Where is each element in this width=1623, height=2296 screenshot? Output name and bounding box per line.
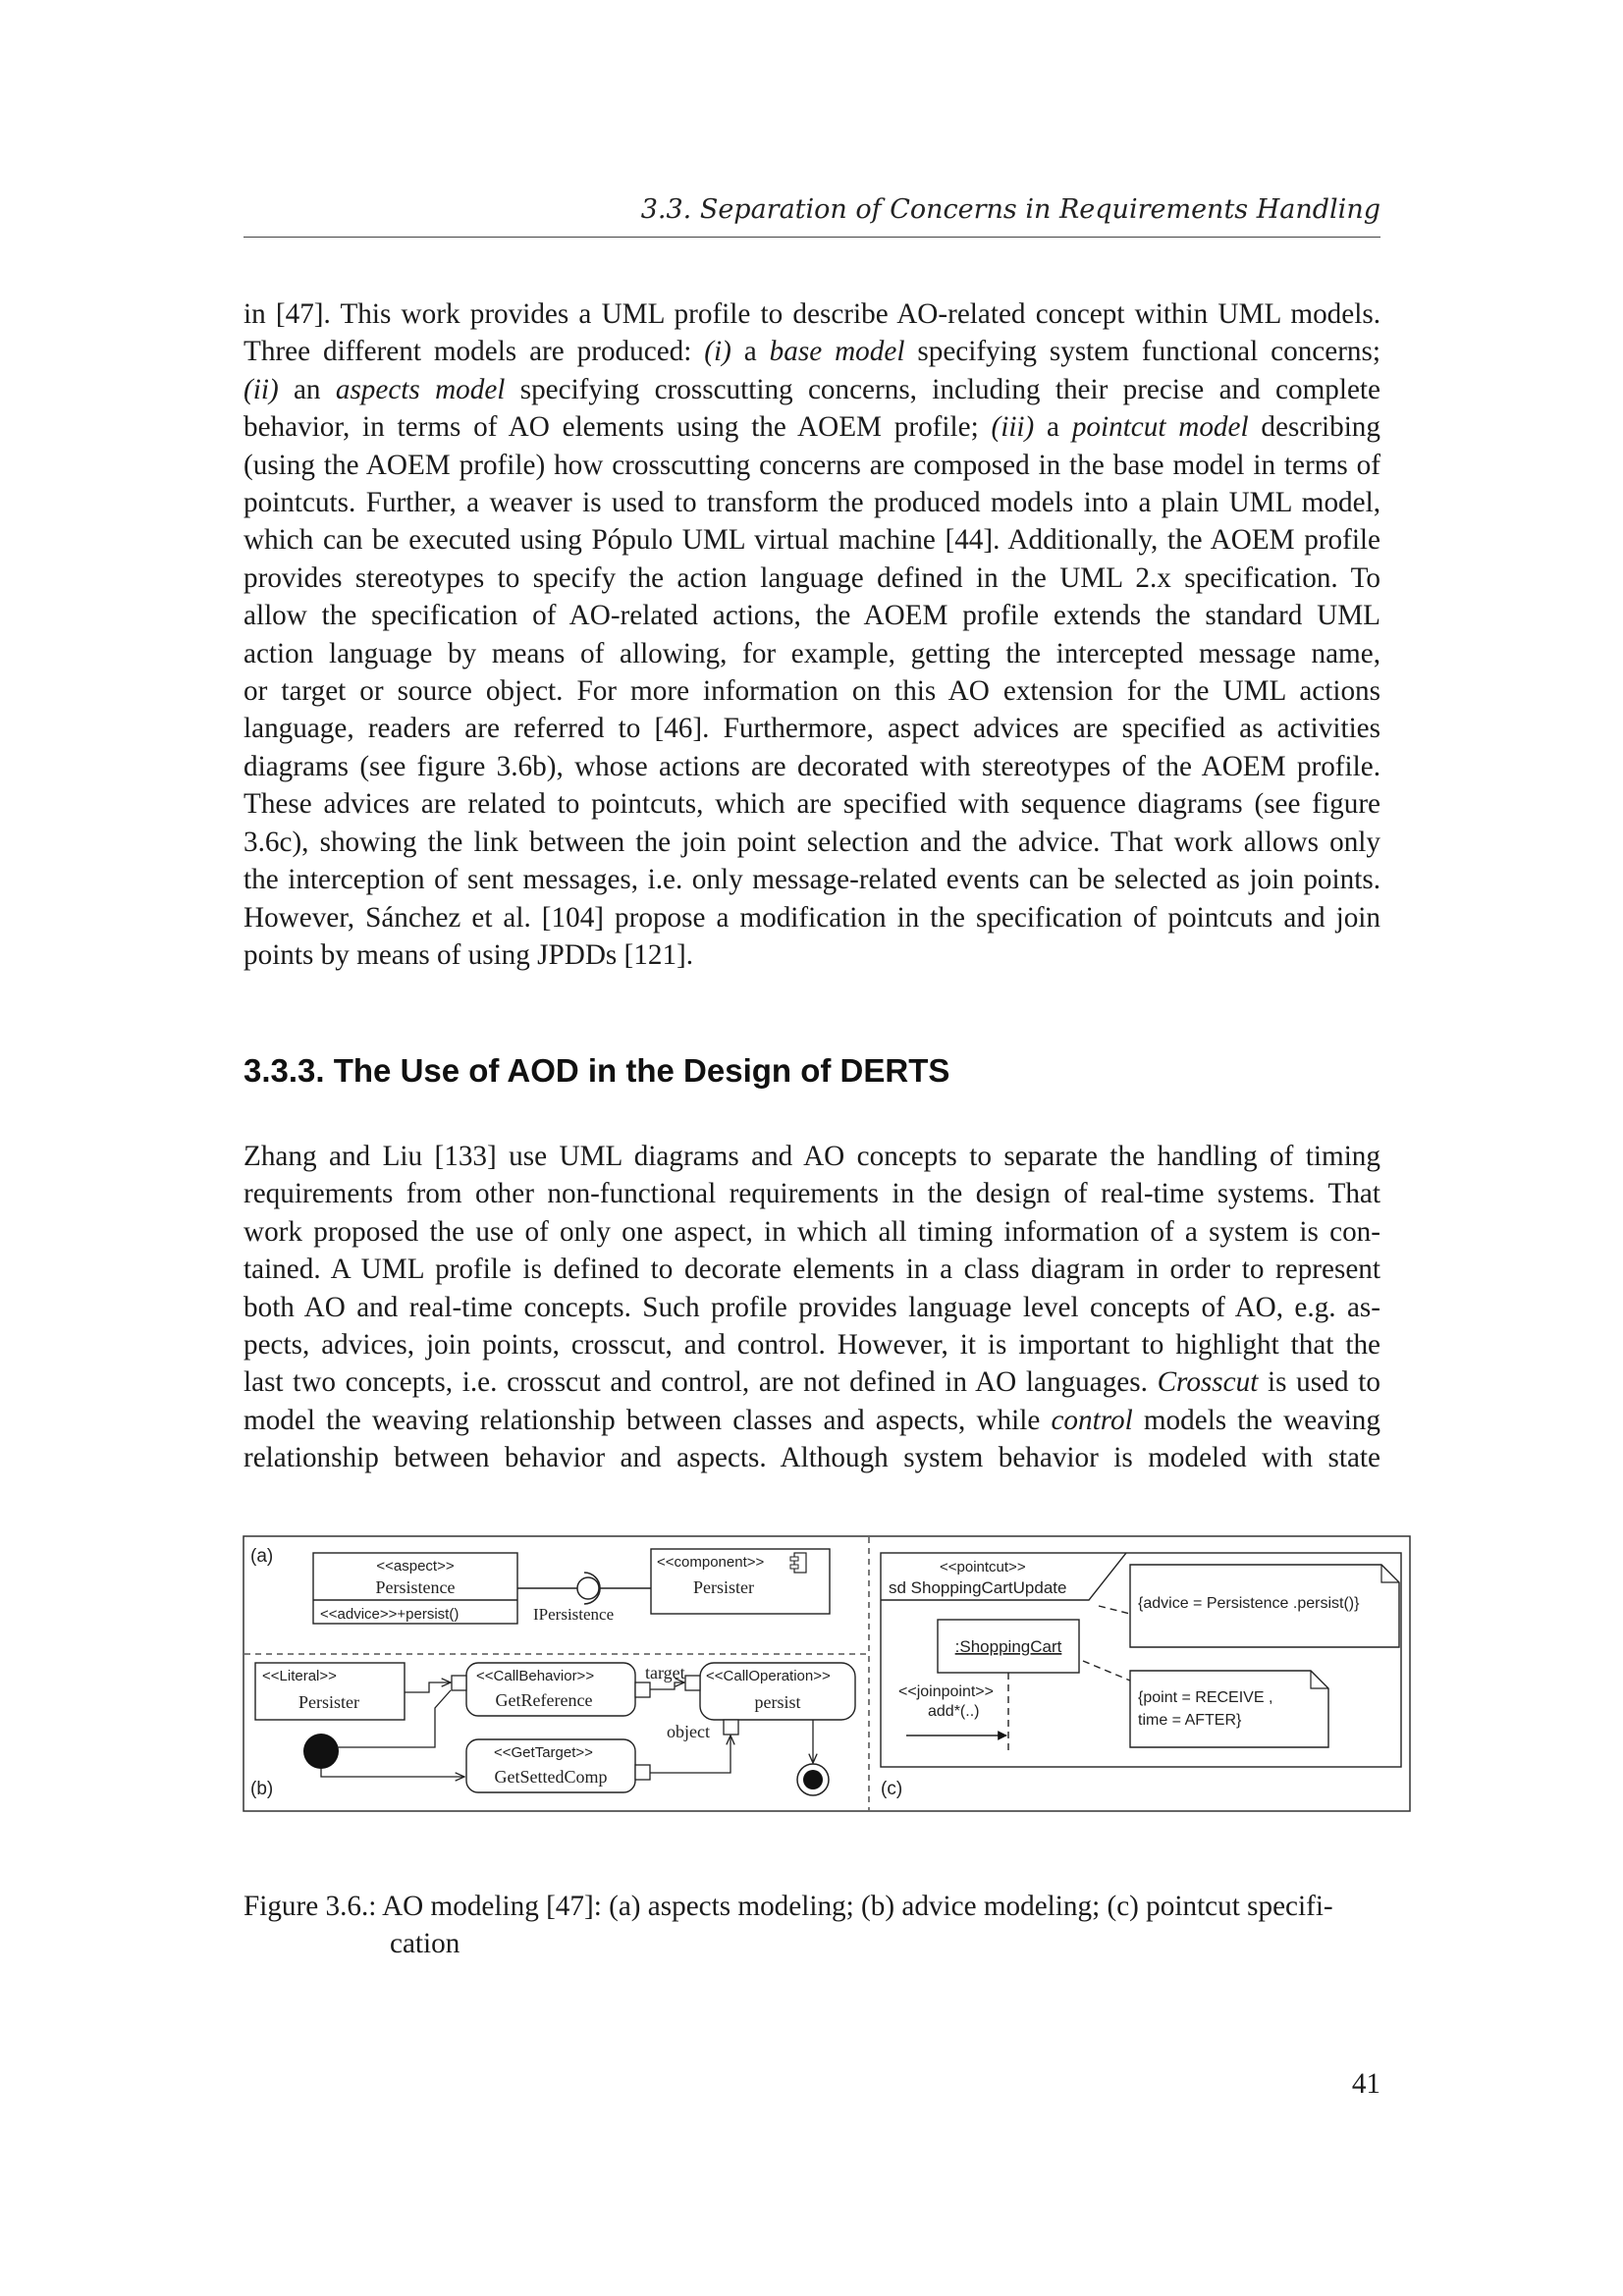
caption-text: AO modeling [47]: (a) aspects modeling; (b) advice modeling; (c) pointcut specifi- — [382, 1891, 1333, 1922]
text-line: model the weaving relationship between classes and aspects, while control models the weaving — [243, 1404, 1380, 1436]
text-line: language, readers are referred to [46]. Furthermore, aspect advices are specified as activities — [243, 713, 1380, 745]
emphasis: base model — [769, 336, 905, 368]
frame-name: sd ShoppingCartUpdate — [889, 1578, 1067, 1597]
interface-name: IPersistence — [533, 1605, 615, 1624]
text-line: behavior, in terms of AO elements using the AOEM profile; (iii) a pointcut model describing — [243, 411, 1380, 444]
text-line: diagrams (see figure 3.6b), whose actions are decorated with stereotypes of the AOEM profile. — [243, 750, 1380, 782]
text-line: last two concepts, i.e. crosscut and control, are not defined in AO languages. Crosscut is used to — [243, 1366, 1381, 1399]
header-rule — [243, 237, 1380, 238]
caption-label: Figure 3.6.: — [243, 1891, 383, 1922]
calloperation-name: persist — [754, 1692, 801, 1712]
panel-c-label: (c) — [881, 1779, 903, 1799]
text-line: points by means of using JPDDs [121]. — [243, 938, 694, 971]
gettarget-stereotype: <<GetTarget>> — [494, 1744, 593, 1761]
figure-caption — [243, 1888, 1380, 1963]
literal-stereotype: <<Literal>> — [262, 1668, 337, 1684]
callbehavior-name: GetReference — [495, 1690, 593, 1710]
uml-figure — [243, 1535, 1412, 1814]
aspect-stereotype: <<aspect>> — [376, 1558, 455, 1575]
output-pin — [635, 1682, 650, 1697]
aspect-name: Persistence — [375, 1577, 456, 1597]
page-number: 41 — [1351, 2068, 1380, 2100]
action-getreference — [452, 1663, 650, 1716]
section-heading: 3.3.3. The Use of AOD in the Design of DERTS — [243, 1052, 950, 1089]
lollipop-icon — [577, 1577, 599, 1599]
text-line: provides stereotypes to specify the action language defined in the UML 2.x specification. To — [243, 561, 1380, 594]
paragraph-1 — [243, 295, 1380, 974]
text-line: tained. A UML profile is defined to decorate elements in a class diagram in order to represent — [243, 1254, 1380, 1286]
text-line: 3.6c), showing the link between the join point selection and the advice. That work allows only — [243, 826, 1380, 858]
point-note-line2: time = AFTER} — [1138, 1712, 1242, 1729]
emphasis: (iii) — [991, 411, 1035, 444]
paragraph-2 — [243, 1138, 1380, 1477]
action-getsettedcomp — [466, 1739, 650, 1792]
text-line: relationship between behavior and aspects. Although system behavior is modeled with state — [243, 1442, 1380, 1474]
component-stereotype: <<component>> — [657, 1554, 765, 1571]
text-line: Zhang and Liu [133] use UML diagrams and AO concepts to separate the handling of timing — [243, 1141, 1380, 1172]
gettarget-name: GetSettedComp — [494, 1767, 608, 1787]
joinpoint-message: add*(..) — [928, 1703, 980, 1720]
emphasis: (i) — [704, 336, 731, 368]
text-line: These advices are related to pointcuts, which are specified with sequence diagrams (see figure — [243, 788, 1380, 821]
advice-operation: <<advice>>+persist() — [320, 1606, 460, 1623]
text-line: in [47]. This work provides a UML profile to describe AO-related concept within UML models. — [243, 298, 1380, 330]
caption-text-continued: cation — [390, 1928, 460, 1960]
text-line: requirements from other non-functional requirements in the design of real-time systems. That — [243, 1178, 1380, 1210]
object-pin — [724, 1720, 738, 1735]
emphasis: Crosscut — [1157, 1366, 1259, 1399]
text-line: (ii) an aspects model specifying crosscutting concerns, including their precise and complete — [243, 373, 1380, 405]
panel-a-label: (a) — [250, 1546, 274, 1567]
calloperation-stereotype: <<CallOperation>> — [706, 1668, 831, 1684]
emphasis: aspects model — [335, 373, 506, 405]
target-pin — [685, 1676, 700, 1690]
text-line: However, Sánchez et al. [104] propose a modification in the specification of pointcuts and join — [243, 901, 1380, 934]
gettarget-output-pin — [635, 1765, 650, 1780]
frame-stereotype: <<pointcut>> — [940, 1559, 1026, 1575]
literal-persister — [255, 1663, 405, 1720]
text-line: pects, advices, join points, crosscut, and control. However, it is important to highlight that the — [243, 1329, 1380, 1362]
aspect-class-persistence — [313, 1553, 517, 1624]
component-name: Persister — [693, 1577, 754, 1597]
advice-note — [1130, 1565, 1399, 1647]
pin-target-label: target — [645, 1663, 685, 1682]
input-pin — [452, 1676, 466, 1690]
callbehavior-stereotype: <<CallBehavior>> — [476, 1668, 595, 1684]
emphasis: control — [1051, 1404, 1133, 1436]
text-line: pointcuts. Further, a weaver is used to transform the produced models into a plain UML model, — [243, 487, 1380, 519]
running-header: 3.3. Separation of Concerns in Requirements Handling — [640, 194, 1380, 225]
text-line: which can be executed using Pópulo UML virtual machine [44]. Additionally, the AOEM profile — [243, 524, 1380, 557]
text-line: work proposed the use of only one aspect, in which all timing information of a system is con- — [243, 1215, 1380, 1248]
text-line: the interception of sent messages, i.e. only message-related events can be selected as join points. — [243, 864, 1380, 896]
panel-b-label: (b) — [250, 1779, 274, 1799]
text-line: action language by means of allowing, for example, getting the intercepted message name, — [243, 637, 1380, 669]
text-line: allow the specification of AO-related actions, the AOEM profile extends the standard UML — [243, 600, 1380, 632]
lifeline-name: :ShoppingCart — [954, 1637, 1062, 1656]
text-line: or target or source object. For more information on this AO extension for the UML actions — [243, 675, 1380, 708]
point-note — [1130, 1671, 1328, 1747]
component-persister — [651, 1549, 830, 1614]
figure-3-6 — [243, 1535, 1412, 1814]
initial-node — [303, 1734, 339, 1769]
text-line: Three different models are produced: (i) a base model specifying system functional concerns; — [243, 336, 1380, 368]
literal-name: Persister — [298, 1692, 359, 1712]
emphasis: (ii) — [243, 373, 279, 405]
joinpoint-stereotype: <<joinpoint>> — [898, 1683, 994, 1700]
text-line: both AO and real-time concepts. Such profile provides language level concepts of AO, e.g. as- — [243, 1291, 1380, 1323]
text-line: (using the AOEM profile) how crosscutting concerns are composed in the base model in terms of — [243, 449, 1380, 481]
component-icon — [794, 1553, 806, 1573]
point-note-line1: {point = RECEIVE , — [1138, 1689, 1273, 1706]
pin-object-label: object — [667, 1722, 710, 1741]
advice-note-text: {advice = Persistence .persist()} — [1138, 1595, 1360, 1612]
emphasis: pointcut model — [1071, 411, 1249, 444]
